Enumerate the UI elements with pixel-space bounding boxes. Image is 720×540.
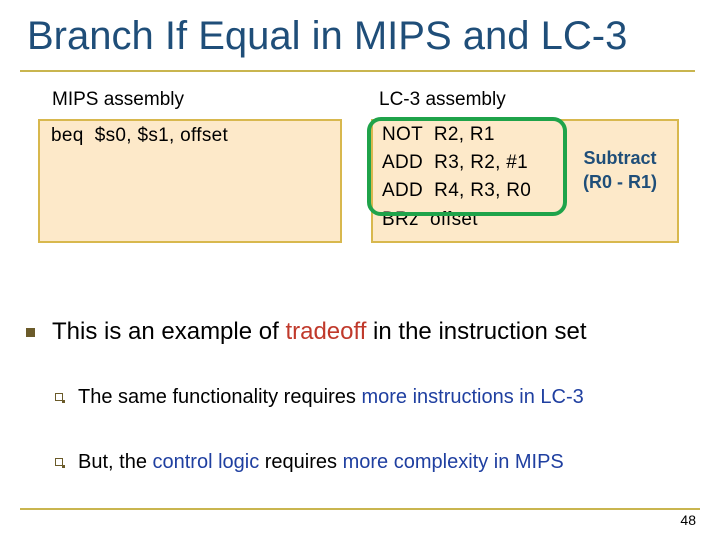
subtract-highlight-outline [367, 117, 567, 216]
title-divider [20, 70, 695, 72]
subtract-annotation [571, 146, 669, 194]
bullet-main-text: This is an example of tradeoff in the instruction set [52, 318, 587, 345]
tradeoff-term: tradeoff [285, 318, 367, 345]
lc3-code-line: BRz offset [382, 209, 478, 230]
lc3-code-line: ADD R4, R3, R0 [382, 180, 532, 201]
mips-code-box [38, 119, 342, 243]
sub-bullet-2-text: But, the control logic requires more complexity in MIPS [78, 451, 564, 473]
lc3-heading: LC-3 assembly [379, 89, 506, 110]
more-complexity-term: more complexity in MIPS [342, 451, 564, 473]
subtract-annotation-line1: Subtract [583, 148, 657, 168]
mips-heading: MIPS assembly [52, 89, 184, 110]
sub-bullet-icon [55, 393, 63, 401]
bullet-square-icon [26, 328, 35, 337]
sub-bullet-icon [55, 458, 63, 466]
lc3-code-line: ADD R3, R2, #1 [382, 152, 528, 173]
sub-bullet-1-text: The same functionality requires more instructions in LC-3 [78, 386, 584, 408]
mips-code-line: beq $s0, $s1, offset [51, 125, 229, 146]
slide-title: Branch If Equal in MIPS and LC-3 [27, 14, 628, 58]
page-number: 48 [680, 512, 696, 528]
footer-divider [20, 508, 700, 510]
more-instructions-term: more instructions in LC-3 [361, 386, 584, 408]
lc3-code-line: NOT R2, R1 [382, 124, 495, 145]
control-logic-term: control logic [152, 451, 260, 473]
subtract-annotation-line2: (R0 - R1) [582, 172, 657, 192]
